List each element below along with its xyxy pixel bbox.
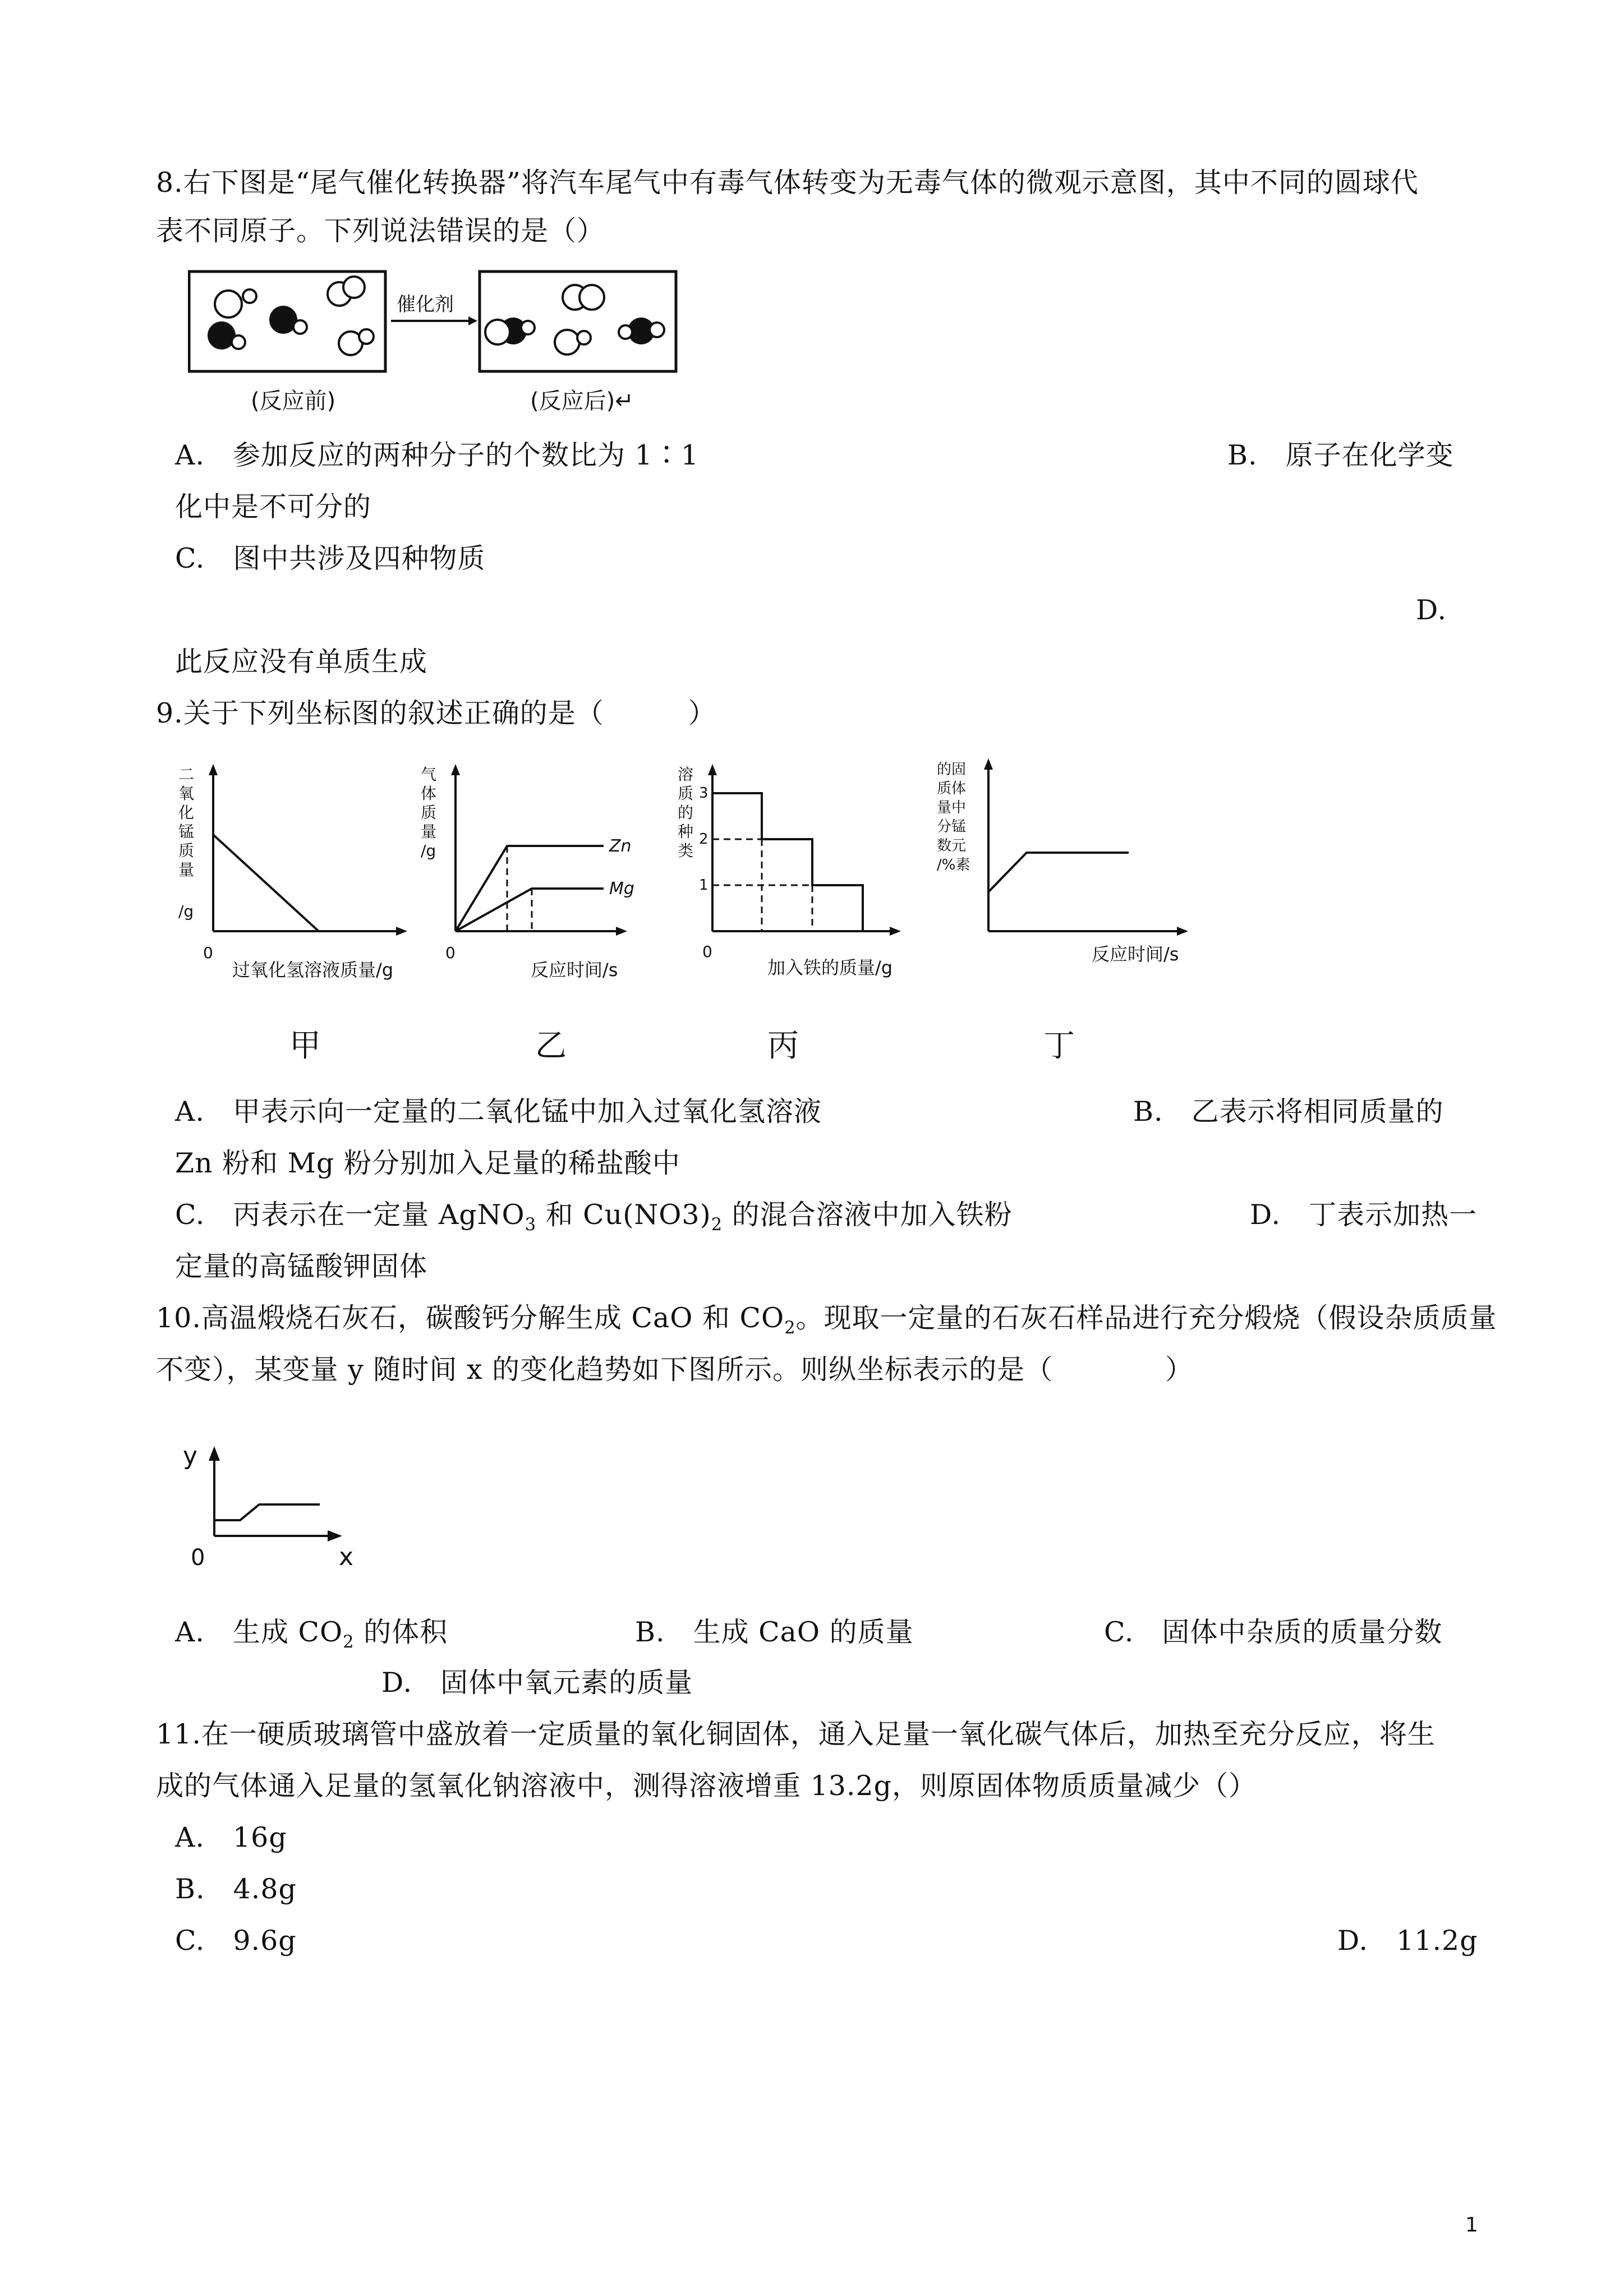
q10-option-c: C. 固体中杂质的质量分数 xyxy=(1104,1616,1443,1648)
before-caption: (反应前) xyxy=(251,388,336,414)
jia-ylabel-4: 质 xyxy=(178,841,195,860)
q10-stem-line2: 不变），某变量 y 随时间 x 的变化趋势如下图所示。则纵坐标表示的是（ ） xyxy=(156,1354,1194,1386)
bing-ylabel-1: 质 xyxy=(678,784,694,803)
q10-option-a: A. 生成 $CO_2$ 的体积 xyxy=(175,1616,448,1652)
q11-stem-line2: 成的气体通入足量的氢氧化钠溶液中，测得溶液增重 13.2g，则原固体物质质量减少（） xyxy=(156,1770,1257,1802)
q9-option-d-part2: 定量的高锰酸钾固体 xyxy=(175,1250,428,1282)
ding-ylabel-0: 的固 xyxy=(937,761,967,778)
jia-ylabel-6: /g xyxy=(178,902,194,921)
q8-option-d-label: D. xyxy=(1416,594,1447,626)
ding-xlabel: 反应时间/s xyxy=(1092,944,1179,965)
bing-ylabel-2: 的 xyxy=(678,803,694,822)
q8-option-a: A. 参加反应的两种分子的个数比为 1∶1 xyxy=(175,439,699,471)
q10-xlabel: x xyxy=(339,1543,354,1571)
bing-tick-2: 2 xyxy=(699,831,709,848)
graph-bing xyxy=(678,763,913,982)
graph-yi xyxy=(421,763,640,982)
jia-ylabel-3: 锰 xyxy=(178,822,195,841)
jia-ylabel-2: 化 xyxy=(178,803,195,822)
ding-ylabel-3: 分锰 xyxy=(937,818,967,835)
bing-tick-3: 3 xyxy=(699,785,709,802)
yi-origin: 0 xyxy=(445,944,456,962)
q11-option-b: B. 4.8g xyxy=(175,1873,297,1905)
page-number: 1 xyxy=(1465,2214,1478,2237)
q9-option-a: A. 甲表示向一定量的二氧化锰中加入过氧化氢溶液 xyxy=(175,1096,822,1128)
yi-ylabel-0: 气 xyxy=(421,765,437,784)
bing-ylabel-3: 种 xyxy=(678,822,694,841)
graph-title-ding: 丁 xyxy=(1043,1028,1075,1064)
q11-stem-line1: 11.在一硬质玻璃管中盛放着一定质量的氧化铜固体，通入足量一氧化碳气体后，加热至充分反应，将生 xyxy=(156,1718,1436,1750)
q10-stem-line1: 10.高温煅烧石灰石，碳酸钙分解生成 CaO 和 $CO_2$。现取一定量的石灰石样品进行充分煅烧（假设杂质质量 xyxy=(156,1302,1497,1338)
bing-tick-1: 1 xyxy=(699,877,709,894)
graph-title-jia: 甲 xyxy=(289,1028,321,1064)
q8-stem-line2: 表不同原子。下列说法错误的是（） xyxy=(156,215,605,247)
q9-option-d-part1: D. 丁表示加热一 xyxy=(1250,1199,1478,1231)
yi-ylabel-3: 量 xyxy=(421,822,437,841)
q10-option-d: D. 固体中氧元素的质量 xyxy=(381,1667,693,1699)
jia-ylabel-1: 氧 xyxy=(178,784,195,803)
jia-xlabel: 过氧化氢溶液质量/g xyxy=(232,959,394,981)
q8-option-b-part2: 化中是不可分的 xyxy=(175,491,372,523)
catalyst-label: 催化剂 xyxy=(397,293,454,316)
jia-ylabel-5: 量 xyxy=(178,861,195,879)
ding-ylabel-1: 质体 xyxy=(937,780,967,797)
q9-option-c: C. 丙表示在一定量 AgNO$_3$ 和 $Cu(NO3)_2$ 的混合溶液中加入铁粉 xyxy=(175,1199,1013,1235)
q9-option-b-part2: Zn 粉和 Mg 粉分别加入足量的稀盐酸中 xyxy=(175,1147,680,1179)
graph-title-yi: 乙 xyxy=(535,1028,567,1064)
yi-series-mg: Mg xyxy=(609,879,634,899)
jia-ylabel-0: 二 xyxy=(178,765,195,784)
ding-ylabel-4: 数元 xyxy=(937,838,967,854)
q8-stem-line1: 8.右下图是“尾气催化转换器”将汽车尾气中有毒气体转变为无毒气体的微观示意图，其中不同的圆球代 xyxy=(156,167,1419,199)
after-caption: (反应后)↵ xyxy=(530,388,634,414)
q10-graph xyxy=(181,1436,371,1582)
q9-stem: 9.关于下列坐标图的叙述正确的是（ ） xyxy=(156,697,716,729)
q8-option-d-text: 此反应没有单质生成 xyxy=(175,646,428,678)
ding-ylabel-5: /%素 xyxy=(937,857,970,873)
yi-ylabel-1: 体 xyxy=(421,784,437,803)
yi-xlabel: 反应时间/s xyxy=(531,959,618,981)
jia-origin: 0 xyxy=(203,944,213,962)
q8-option-b-part1: B. 原子在化学变 xyxy=(1227,439,1454,471)
q10-ylabel: y xyxy=(183,1442,198,1470)
q11-option-a: A. 16g xyxy=(175,1821,287,1853)
graph-title-bing: 丙 xyxy=(767,1028,799,1064)
bing-ylabel-4: 类 xyxy=(678,841,694,860)
q11-option-c: C. 9.6g xyxy=(175,1925,297,1957)
bing-ylabel-0: 溶 xyxy=(678,765,694,784)
q8-option-c: C. 图中共涉及四种物质 xyxy=(175,542,486,574)
q10-option-b: B. 生成 CaO 的质量 xyxy=(635,1616,914,1648)
q11-option-d: D. 11.2g xyxy=(1337,1925,1478,1957)
bing-xlabel: 加入铁的质量/g xyxy=(767,957,893,978)
graph-ding xyxy=(937,757,1200,976)
q10-origin: 0 xyxy=(191,1545,205,1571)
bing-origin: 0 xyxy=(702,942,712,961)
yi-ylabel-2: 质 xyxy=(421,803,437,822)
yi-ylabel-4: /g xyxy=(421,841,436,860)
q8-molecule-diagram xyxy=(188,269,682,421)
ding-ylabel-2: 量中 xyxy=(937,799,967,816)
q9-option-b-part1: B. 乙表示将相同质量的 xyxy=(1133,1096,1444,1128)
graph-jia xyxy=(178,763,425,982)
yi-series-zn: Zn xyxy=(609,836,632,856)
